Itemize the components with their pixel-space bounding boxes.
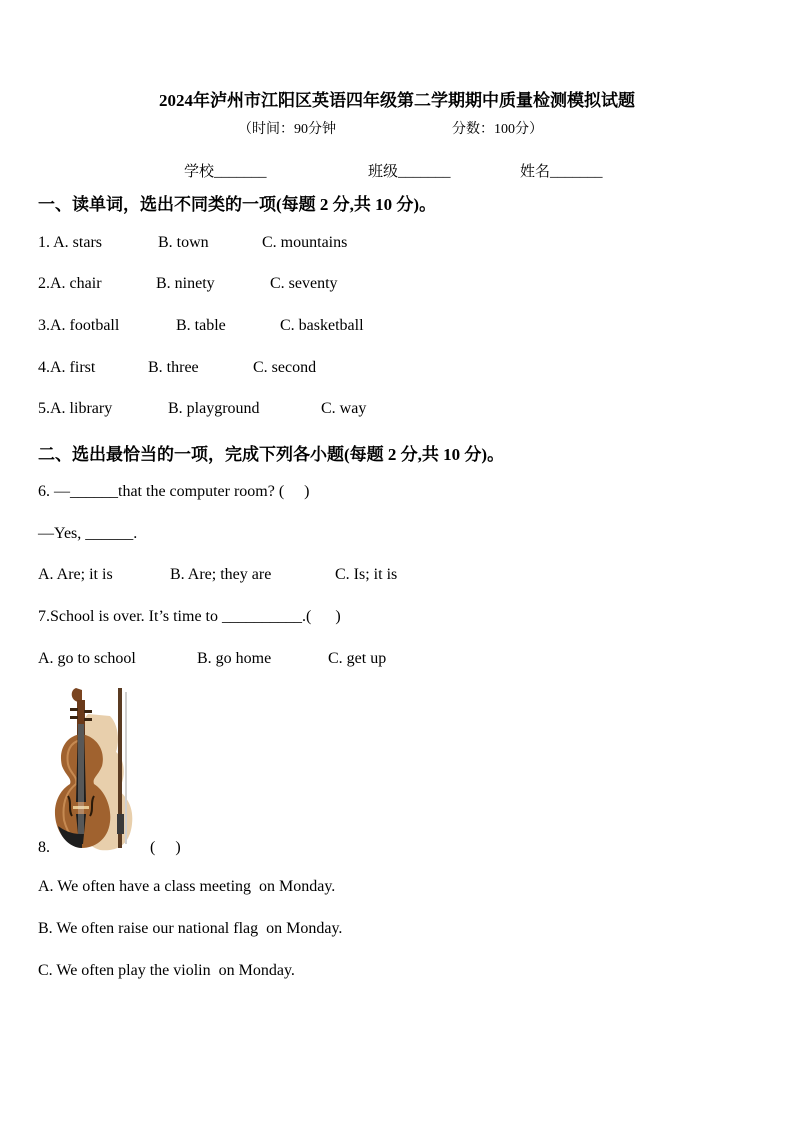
q2-option-b: B. ninety	[156, 275, 215, 292]
q1-option-c: C. mountains	[262, 234, 348, 251]
q5-option-c: C. way	[321, 400, 367, 417]
page-title: 2024年泸州市江阳区英语四年级第二学期期中质量检测模拟试题	[159, 91, 635, 110]
section2-heading: 二、选出最恰当的一项，完成下列各小题(每题 2 分,共 10 分)。	[38, 445, 505, 464]
q4-option-c: C. second	[253, 359, 317, 376]
q5-option-b: B. playground	[168, 400, 260, 417]
exam-score: 分数：100分）	[452, 122, 543, 137]
school-field: 学校_______	[184, 164, 267, 180]
violin-icon	[48, 684, 144, 856]
q2-option-c: C. seventy	[270, 275, 338, 292]
name-field: 姓名_______	[520, 164, 603, 180]
q8-option-c: C. We often play the violin on Monday.	[38, 962, 295, 979]
q3-option-c: C. basketball	[280, 317, 364, 334]
q6-stem: 6. —______that the computer room? ( )	[38, 483, 310, 500]
section1-heading: 一、读单词，选出不同类的一项(每题 2 分,共 10 分)。	[38, 195, 437, 214]
exam-time: （时间：90分钟	[238, 122, 336, 137]
q6-answer-line: —Yes, ______.	[38, 525, 138, 542]
q2-option-a: 2.A. chair	[38, 275, 102, 292]
q6-option-a: A. Are; it is	[38, 566, 113, 583]
q4-option-a: 4.A. first	[38, 359, 96, 376]
q6-option-c: C. Is; it is	[335, 566, 398, 583]
q8-option-b: B. We often raise our national flag on Monday.	[38, 920, 343, 937]
q7-option-a: A. go to school	[38, 650, 136, 667]
q5-option-a: 5.A. library	[38, 400, 113, 417]
q1-option-b: B. town	[158, 234, 209, 251]
q7-option-c: C. get up	[328, 650, 387, 667]
q7-stem: 7.School is over. It’s time to __________.( )	[38, 608, 341, 625]
q8-number: 8.	[38, 839, 50, 856]
q7-option-b: B. go home	[197, 650, 272, 667]
class-field: 班级_______	[368, 164, 451, 180]
q8-paren: ( )	[150, 839, 181, 856]
q1-option-a: 1. A. stars	[38, 234, 102, 251]
q4-option-b: B. three	[148, 359, 199, 376]
q3-option-a: 3.A. football	[38, 317, 120, 334]
q3-option-b: B. table	[176, 317, 226, 334]
q6-option-b: B. Are; they are	[170, 566, 272, 583]
q8-option-a: A. We often have a class meeting on Monday.	[38, 878, 336, 895]
